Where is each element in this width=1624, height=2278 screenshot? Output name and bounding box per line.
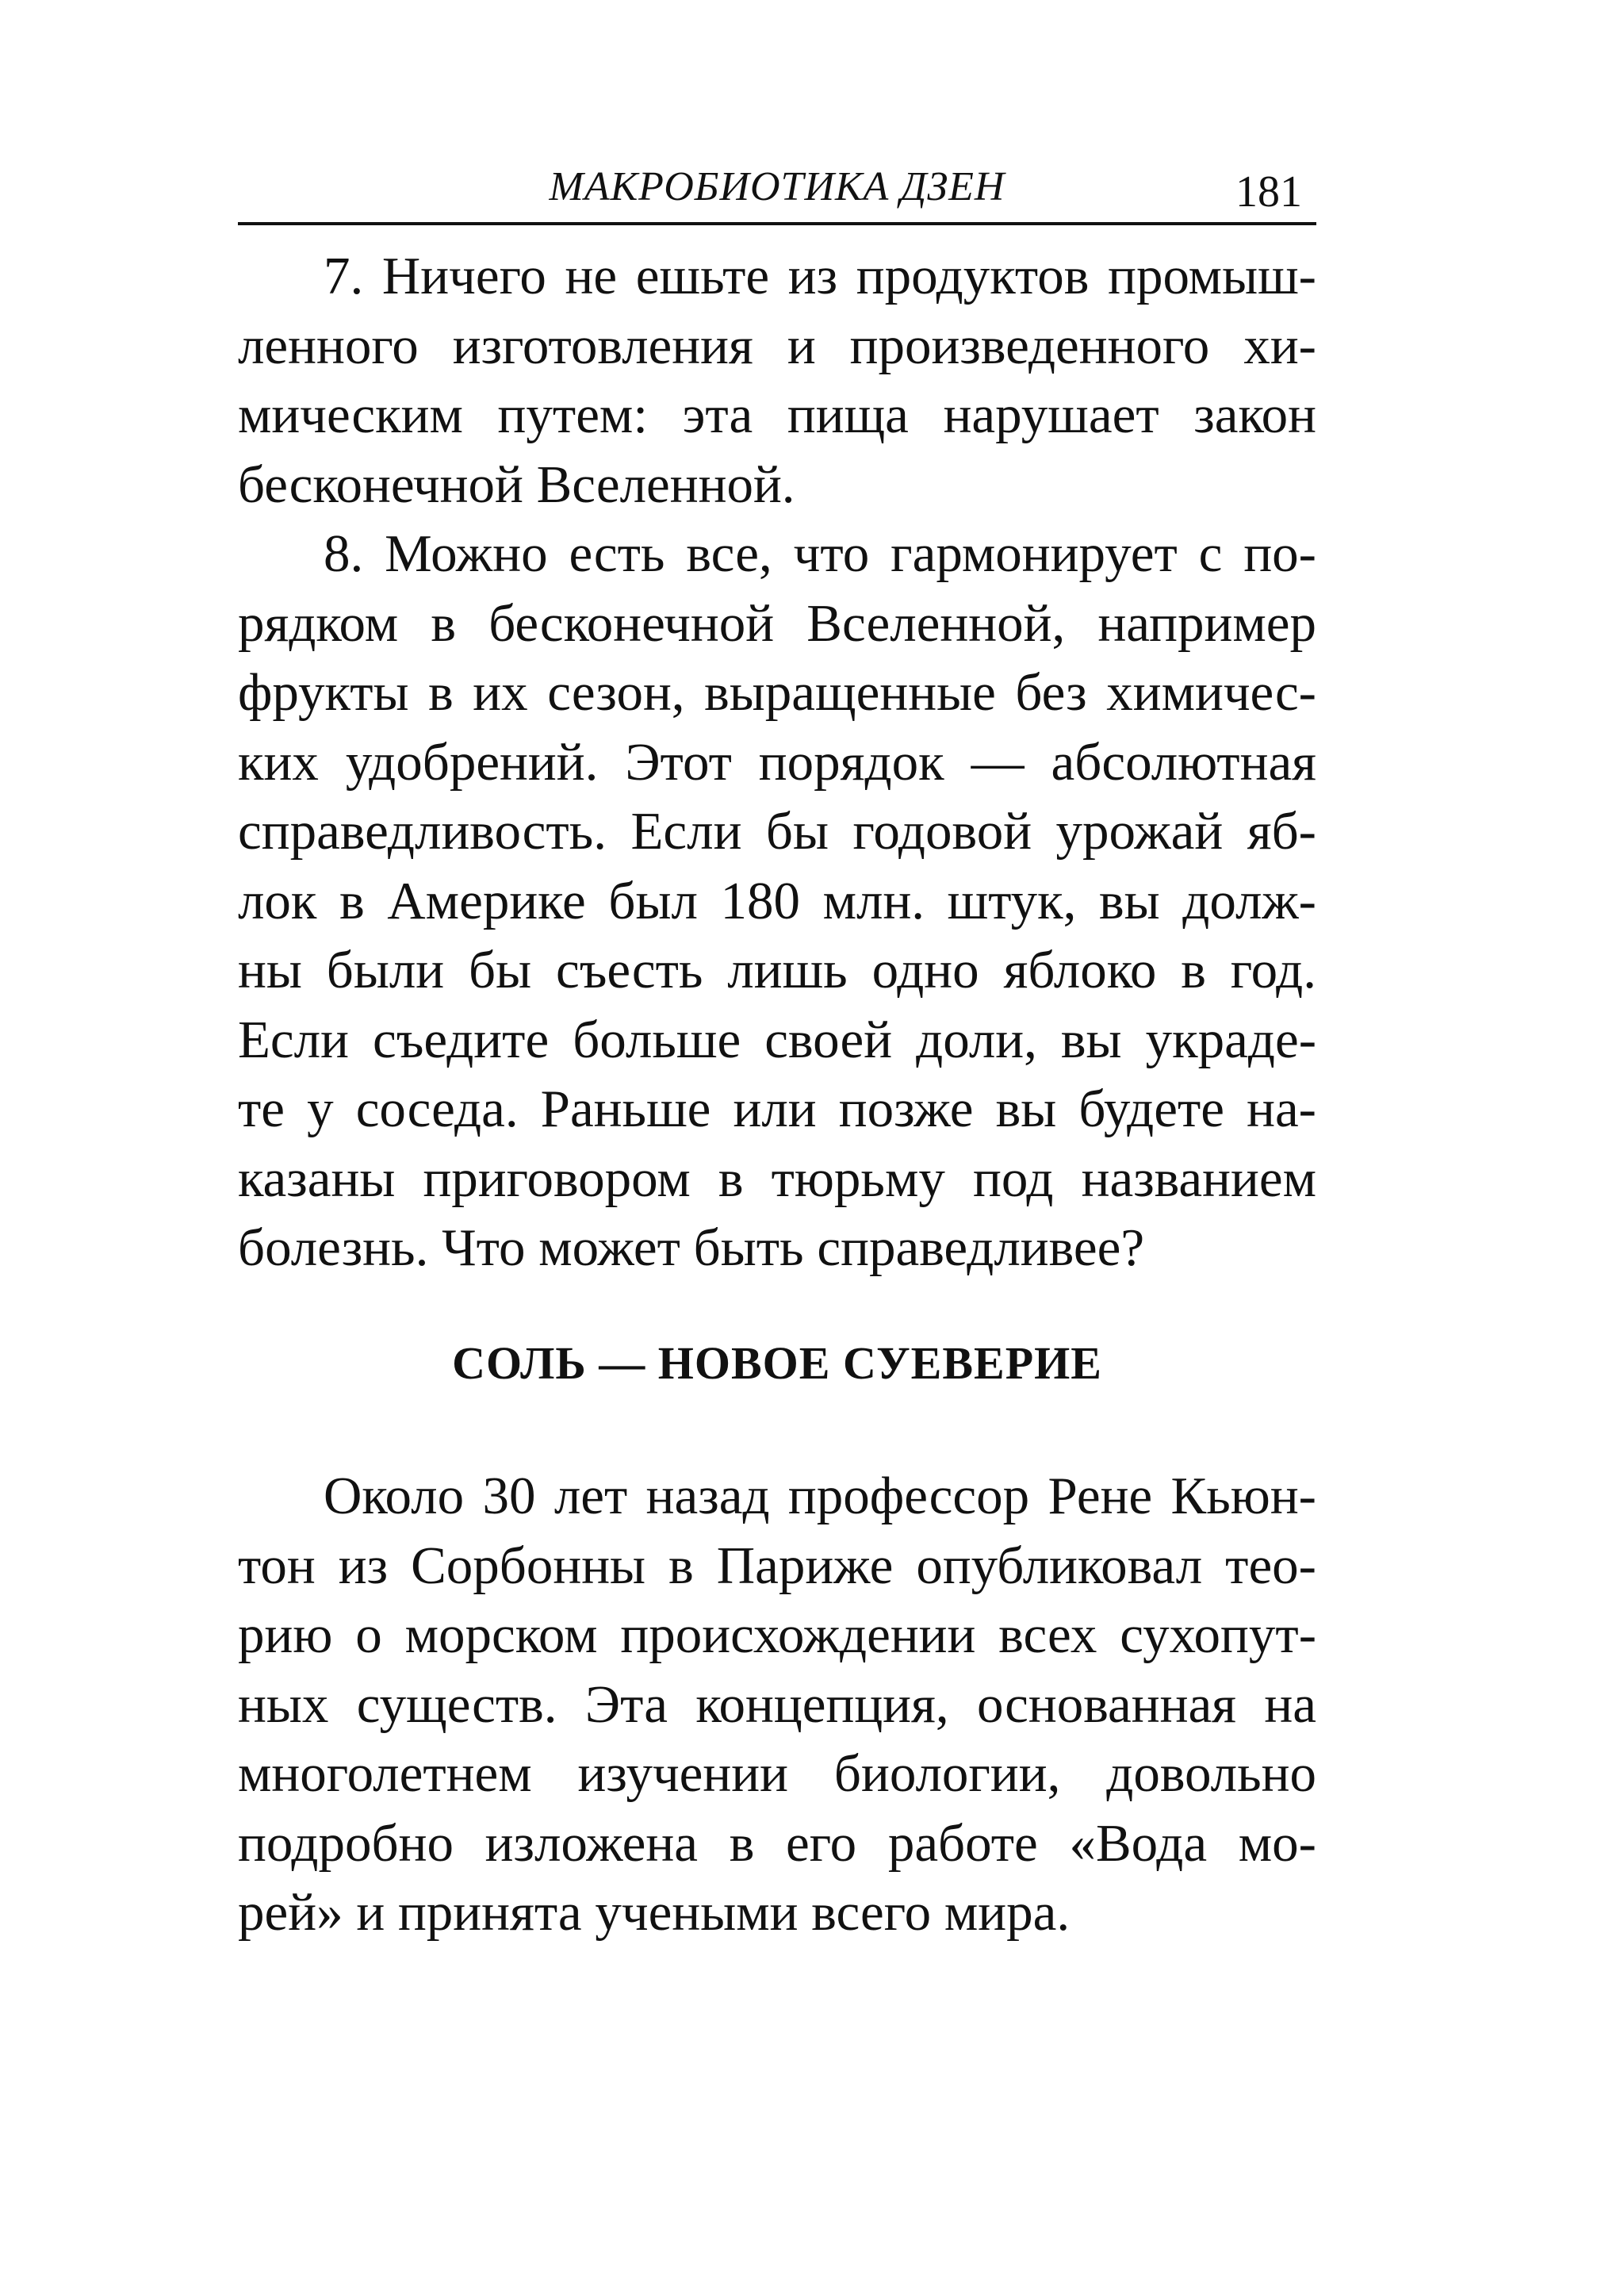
running-title: МАКРОБИОТИКА ДЗЕН: [549, 164, 1005, 209]
text-line: мическим путем: эта пища нарушает закон: [238, 385, 1316, 444]
text-line: многолетнем изучении биологии, довольно: [238, 1744, 1316, 1803]
body-text-lower: [238, 1462, 1316, 1948]
header-rule: [238, 222, 1316, 225]
text-line: рию о морском происхождении всех сухопут-: [238, 1605, 1316, 1664]
text-line: тон из Сорбонны в Париже опубликовал тео-: [238, 1536, 1316, 1595]
text-line: лок в Америке был 180 млн. штук, вы долж-: [238, 871, 1316, 930]
text-line: ных существ. Эта концепция, основанная на: [238, 1674, 1316, 1734]
text-line: болезнь. Что может быть справедливее?: [238, 1218, 1145, 1277]
text-line: Если съедите больше своей доли, вы украде-: [238, 1010, 1316, 1069]
running-head: [238, 159, 1316, 222]
text-line: те у соседа. Раньше или позже вы будете на-: [238, 1080, 1316, 1138]
text-line: казаны приговором в тюрьму под названием: [238, 1149, 1316, 1208]
text-line: 7. Ничего не ешьте из продуктов промыш-: [324, 247, 1316, 305]
text-line: Около 30 лет назад профессор Рене Кьюн-: [324, 1467, 1316, 1525]
text-line: рей» и принята учеными всего мира.: [238, 1883, 1071, 1942]
text-line: рядком в бесконечной Вселенной, например: [238, 593, 1316, 653]
text-line: ленного изготовления и произведенного хи-: [238, 316, 1316, 375]
text-line: бесконечной Вселенной.: [238, 454, 795, 514]
text-line: фрукты в их сезон, выращенные без химичес-: [238, 663, 1316, 722]
text-line: 8. Можно есть все, что гармонирует с по-: [324, 524, 1316, 583]
body-text-upper: [238, 242, 1316, 1283]
page-number: 181: [1235, 167, 1302, 217]
text-line: подробно изложена в его работе «Вода мо-: [238, 1813, 1316, 1873]
section-heading: СОЛЬ — НОВОЕ СУЕВЕРИЕ: [452, 1337, 1102, 1389]
text-line: ны были бы съесть лишь одно яблоко в год.: [238, 941, 1316, 999]
text-line: ких удобрений. Этот порядок — абсолютная: [238, 732, 1316, 792]
text-line: справедливость. Если бы годовой урожай яб-: [238, 802, 1316, 861]
